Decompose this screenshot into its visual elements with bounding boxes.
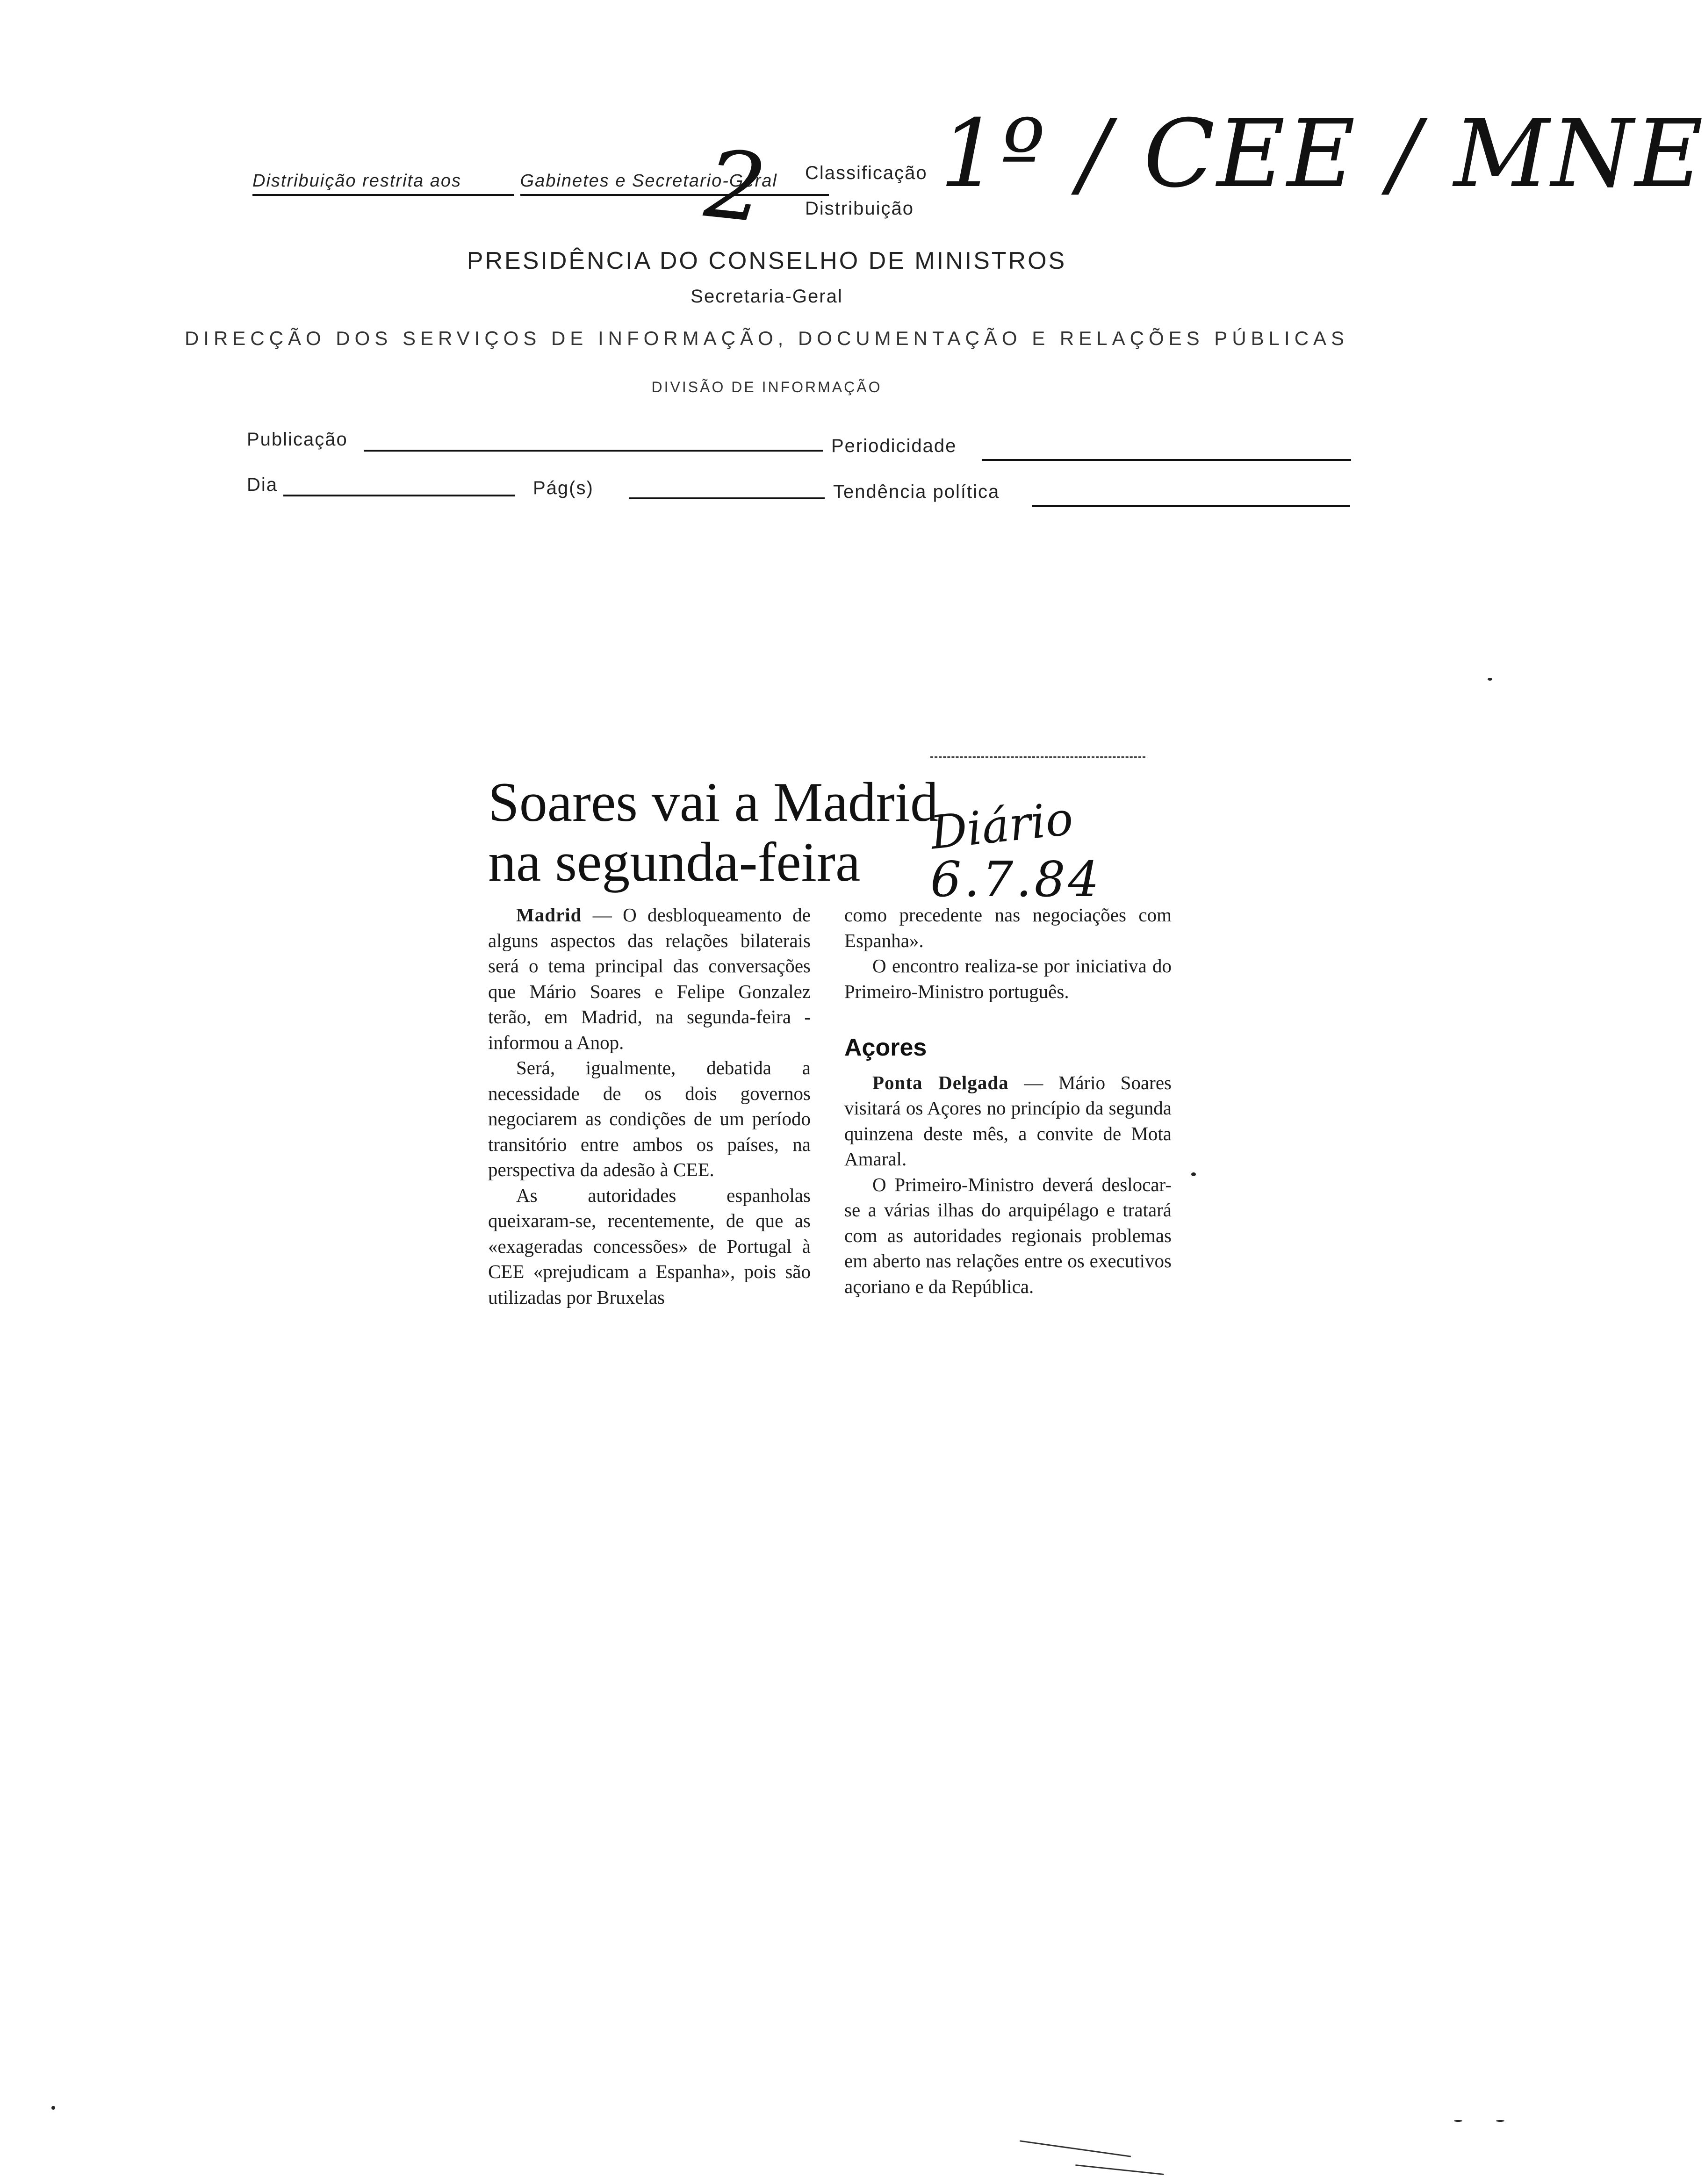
article-column-1 [488, 902, 811, 1310]
scan-streak [1075, 2164, 1164, 2175]
article-paragraph [488, 902, 811, 1055]
article-text: O Primeiro-Ministro deverá deslocar-se a várias ilhas do arquipélago e tratará com as autoridades regionais problemas em aberto nas relações entre os executivos açoriano e da República. [844, 1173, 1172, 1297]
distribution-label: Distribuição [805, 198, 914, 219]
azores-subheading: Açores [844, 1034, 927, 1061]
political-tendency-label: Tendência política [833, 481, 1000, 502]
article-column-2 [844, 902, 1172, 1299]
handwritten-number: 2 [700, 129, 771, 244]
azores-dateline: Ponta Delgada [872, 1071, 1009, 1093]
article-paragraph [844, 953, 1172, 1004]
distribution-note-line1: Distribuição restrita aos [252, 171, 514, 196]
handwritten-source: Diário [928, 792, 1076, 860]
clipping-top-rule [930, 756, 1145, 758]
article-text: Será, igualmente, debatida a necessidade de os dois governos negociarem as condições de um período transitório entre ambos os países, na perspectiva da adesão à CEE. [488, 1057, 811, 1180]
article-text: O encontro realiza-se por iniciativa do Primeiro-Ministro português. [844, 955, 1172, 1002]
article-dateline: Madrid [516, 904, 582, 926]
scan-speck [1191, 1172, 1196, 1176]
classification-label: Classificação [805, 163, 928, 183]
page-label: Pág(s) [533, 478, 594, 498]
directorate-title: DIRECÇÃO DOS SERVIÇOS DE INFORMAÇÃO, DOCUMENTAÇÃO E RELAÇÕES PÚBLICAS [184, 327, 1349, 349]
publication-field-line [364, 450, 823, 452]
division-title: DIVISÃO DE INFORMAÇÃO [651, 379, 882, 395]
scan-speck [1488, 678, 1492, 681]
article-paragraph [488, 1055, 811, 1183]
distribution-note-line2: Gabinetes e Secretario-Geral [520, 171, 829, 196]
handwritten-classification: 1º / CEE / MNE [940, 100, 1705, 208]
scan-speck [1454, 2120, 1462, 2122]
political-tendency-field-line [1032, 505, 1350, 507]
publication-label: Publicação [247, 429, 348, 450]
scan-streak [1020, 2140, 1131, 2157]
periodicity-field-line [982, 459, 1351, 461]
article-paragraph [844, 1070, 1172, 1172]
periodicity-label: Periodicidade [831, 436, 957, 456]
headline-line1: Soares vai a Madrid [488, 771, 939, 833]
article-text: como precedente nas negociações com Espanha». [844, 904, 1172, 951]
scan-speck [51, 2106, 55, 2110]
article-paragraph [844, 1172, 1172, 1300]
scan-speck [1496, 2120, 1504, 2122]
article-paragraph [488, 1183, 811, 1310]
article-paragraph [844, 902, 1172, 953]
presidency-title: PRESIDÊNCIA DO CONSELHO DE MINISTROS [467, 247, 1067, 274]
day-label: Dia [247, 474, 278, 495]
article-text: As autoridades espanholas queixaram-se, recentemente, de que as «exageradas concessões» de Portugal à CEE «prejudicam a Espanha», pois são utilizadas por Bruxelas [488, 1184, 811, 1308]
secretariat-title: Secretaria-Geral [691, 286, 843, 307]
handwritten-date: 6.7.84 [930, 851, 1102, 908]
headline-line2: na segunda-feira [488, 831, 861, 893]
article-text: — Mário Soares visitará os Açores no princípio da segunda quinzena deste mês, a convite de Mota Amaral. [844, 1071, 1172, 1170]
day-field-line [283, 495, 515, 496]
page-field-line [629, 497, 825, 499]
article-text: — O desbloqueamento de alguns aspectos das relações bilaterais será o tema principal das conversações que Mário Soares e Felipe Gonzalez terão, em Madrid, na segunda-feira - informou a Anop. [488, 904, 811, 1053]
